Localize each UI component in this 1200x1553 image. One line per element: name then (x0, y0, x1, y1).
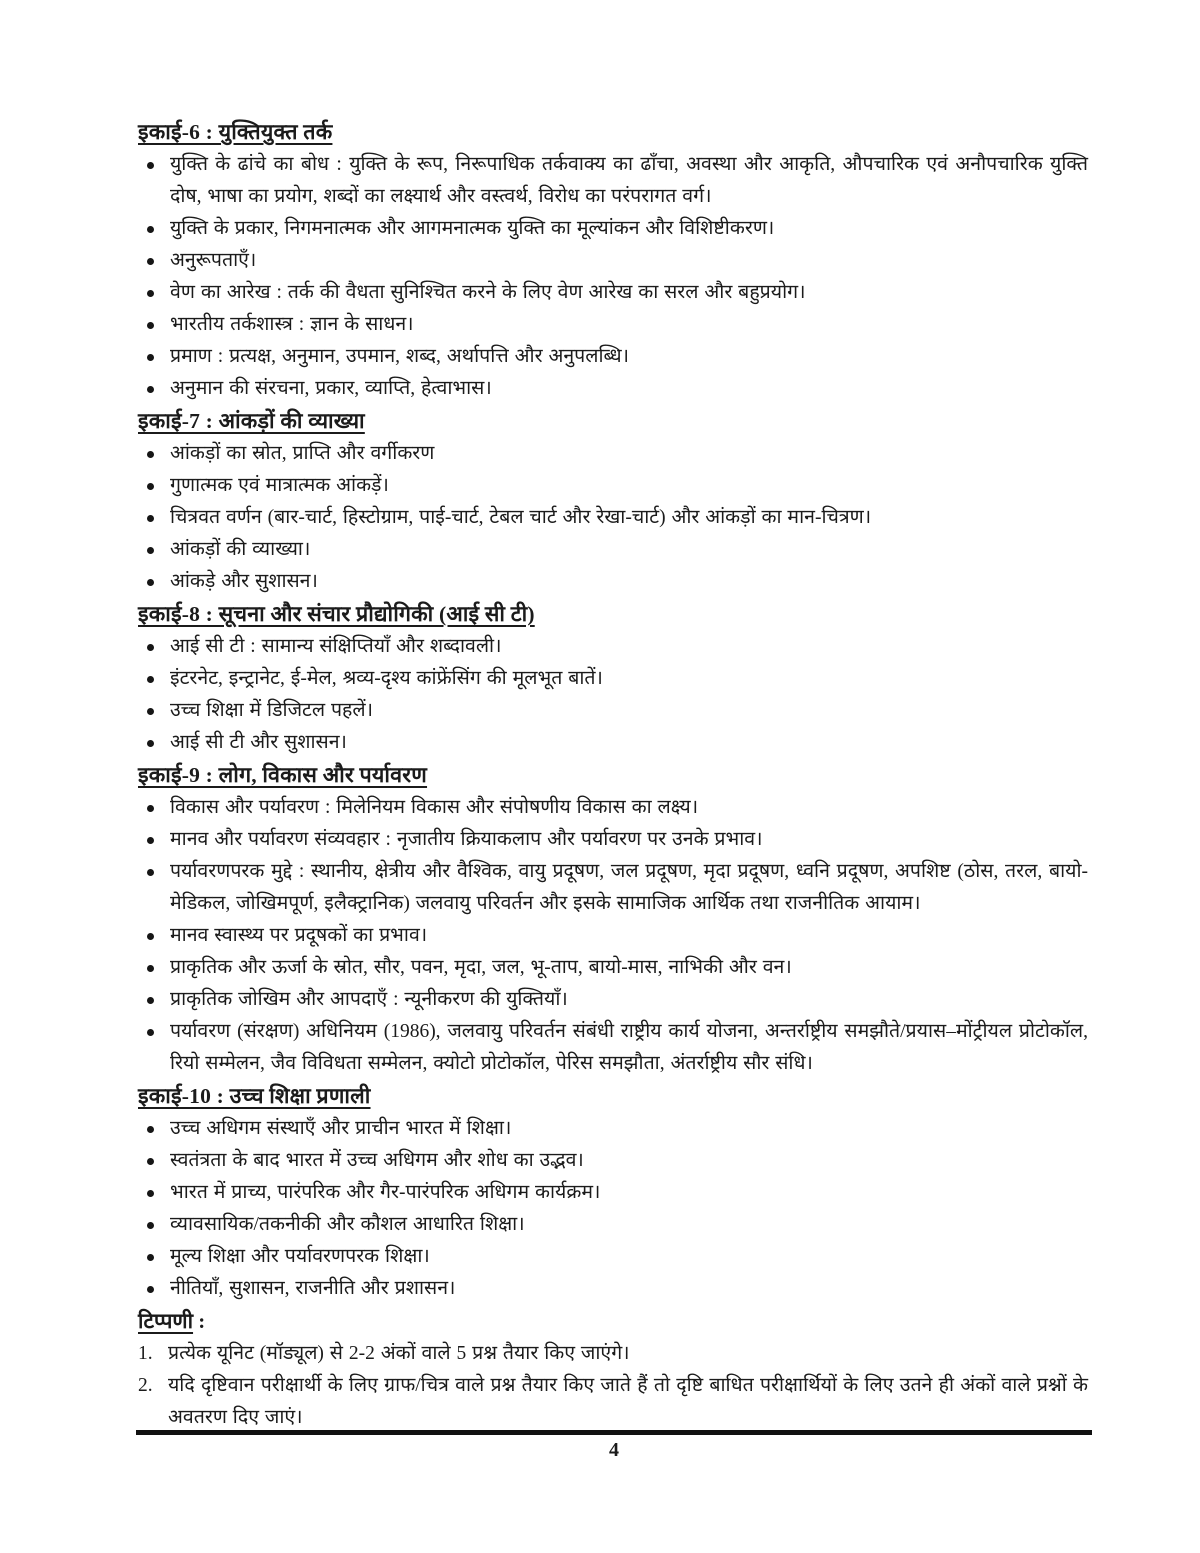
list-item (138, 695, 1088, 727)
note-item-text: यदि दृष्टिवान परीक्षार्थी के लिए ग्राफ/चित्र वाले प्रश्न तैयार किए जाते हैं तो दृष्टि बाधित परीक्षार्थियों के लिए उतने ही अंकों वाले प्रश्नों के अवतरण दिए जाएं। (168, 1375, 1088, 1428)
bullet-icon (147, 1029, 154, 1036)
bullet-icon (147, 354, 154, 361)
bullet-icon (147, 322, 154, 329)
syllabus-content (138, 116, 1088, 1434)
bullet-icon (147, 579, 154, 586)
bullet-icon (147, 869, 154, 876)
bullet-icon (147, 997, 154, 1004)
bullet-text: आंकड़ों की व्याख्या। (170, 539, 311, 560)
bullet-icon (147, 644, 154, 651)
bullet-icon (147, 226, 154, 233)
list-item (138, 920, 1088, 952)
bullet-text: अनुरूपताएँ। (170, 250, 257, 271)
bullet-icon (147, 1190, 154, 1197)
list-item (138, 438, 1088, 470)
list-item (138, 341, 1088, 373)
bullet-text: आंकड़ों का स्रोत, प्राप्ति और वर्गीकरण (170, 443, 435, 464)
bullet-icon (147, 1222, 154, 1229)
note-heading (138, 1305, 1088, 1338)
list-item (138, 1209, 1088, 1241)
bullet-text: व्यावसायिक/तकनीकी और कौशल आधारित शिक्षा। (170, 1214, 525, 1235)
bullet-icon (147, 676, 154, 683)
list-item (138, 1145, 1088, 1177)
note-item (138, 1370, 1088, 1434)
bullet-text: पर्यावरणपरक मुद्दे : स्थानीय, क्षेत्रीय और वैश्विक, वायु प्रदूषण, जल प्रदूषण, मृदा प्रदूषण, ध्वनि प्रदूषण, अपशिष्ट (ठोस, तरल, बायो-मेडिकल, जोखिमपूर्ण, इलैक्ट्रानिक) जलवायु परिवर्तन और इसके सामाजिक आर्थिक तथा राजनीतिक आयाम। (170, 861, 1088, 914)
list-item (138, 373, 1088, 405)
bullet-text: विकास और पर्यावरण : मिलेनियम विकास और संपोषणीय विकास का लक्ष्य। (170, 797, 699, 818)
bullet-text: पर्यावरण (संरक्षण) अधिनियम (1986), जलवायु परिवर्तन संबंधी राष्ट्रीय कार्य योजना, अन्तर्राष्ट्रीय समझौते/प्रयास–मोंट्रीयल प्रोटोकॉल, रियो सम्मेलन, जैव विविधता सम्मेलन, क्योटो प्रोटोकॉल, पेरिस समझौता, अंतर्राष्ट्रीय सौर संधि। (170, 1021, 1088, 1074)
bullet-icon (147, 805, 154, 812)
page-footer (136, 1430, 1092, 1462)
bullet-text: मूल्य शिक्षा और पर्यावरणपरक शिक्षा। (170, 1246, 430, 1267)
bullet-text: वेण का आरेख : तर्क की वैधता सुनिश्चित करने के लिए वेण आरेख का सरल और बहुप्रयोग। (170, 282, 806, 303)
units-list (138, 116, 1088, 1305)
bullet-text: आंकड़े और सुशासन। (170, 571, 318, 592)
bullet-icon (147, 1286, 154, 1293)
bullet-icon (147, 1126, 154, 1133)
list-item (138, 277, 1088, 309)
list-item (138, 792, 1088, 824)
note-heading-colon: : (193, 1309, 206, 1333)
bullet-text: आई सी टी और सुशासन। (170, 732, 347, 753)
bullet-text: इंटरनेट, इन्ट्रानेट, ई-मेल, श्रव्य-दृश्य कांफ्रेंसिंग की मूलभूत बातें। (170, 668, 603, 689)
bullet-icon (147, 547, 154, 554)
bullet-icon (147, 162, 154, 169)
bullet-text: गुणात्मक एवं मात्रात्मक आंकड़ें। (170, 475, 389, 496)
bullet-text: भारत में प्राच्य, पारंपरिक और गैर-पारंपरिक अधिगम कार्यक्रम। (170, 1182, 601, 1203)
bullet-text: नीतियाँ, सुशासन, राजनीति और प्रशासन। (170, 1278, 456, 1299)
list-item (138, 1177, 1088, 1209)
bullet-icon (147, 740, 154, 747)
bullet-icon (147, 386, 154, 393)
bullet-icon (147, 483, 154, 490)
bullet-text: मानव और पर्यावरण संव्यवहार : नृजातीय क्रियाकलाप और पर्यावरण पर उनके प्रभाव। (170, 829, 763, 850)
unit-heading: इकाई-7 : आंकड़ों की व्याख्या (138, 409, 365, 433)
bullet-icon (147, 837, 154, 844)
bullet-text: आई सी टी : सामान्य संक्षिप्तियाँ और शब्दावली। (170, 636, 502, 657)
list-item (138, 1113, 1088, 1145)
list-item (138, 631, 1088, 663)
note-section (138, 1305, 1088, 1434)
note-item (138, 1338, 1088, 1370)
note-item-number: 2. (138, 1375, 153, 1396)
bullet-text: प्राकृतिक जोखिम और आपदाएँ : न्यूनीकरण की युक्तियाँ। (170, 989, 568, 1010)
note-item-text: प्रत्येक यूनिट (मॉड्यूल) से 2-2 अंकों वाले 5 प्रश्न तैयार किए जाएंगे। (168, 1343, 630, 1364)
note-heading-text: टिप्पणी (138, 1309, 194, 1333)
bullet-icon (147, 933, 154, 940)
list-item (138, 534, 1088, 566)
list-item (138, 1241, 1088, 1273)
bullet-icon (147, 451, 154, 458)
bullet-icon (147, 965, 154, 972)
bullet-text: उच्च शिक्षा में डिजिटल पहलें। (170, 700, 374, 721)
note-items (138, 1338, 1088, 1434)
list-item (138, 245, 1088, 277)
list-item (138, 470, 1088, 502)
bullet-icon (147, 1254, 154, 1261)
unit-heading: इकाई-6 : युक्तियुक्त तर्क (138, 120, 333, 144)
footer-rule (136, 1430, 1092, 1435)
list-item (138, 309, 1088, 341)
page-number: 4 (609, 1439, 619, 1461)
list-item (138, 984, 1088, 1016)
list-item (138, 952, 1088, 984)
list-item (138, 1273, 1088, 1305)
bullet-text: अनुमान की संरचना, प्रकार, व्याप्ति, हेत्वाभास। (170, 378, 492, 399)
unit-heading: इकाई-10 : उच्च शिक्षा प्रणाली (138, 1084, 371, 1108)
bullet-icon (147, 1158, 154, 1165)
bullet-icon (147, 290, 154, 297)
bullet-text: प्रमाण : प्रत्यक्ष, अनुमान, उपमान, शब्द, अर्थापत्ति और अनुपलब्धि। (170, 346, 630, 367)
list-item (138, 856, 1088, 920)
bullet-icon (147, 708, 154, 715)
list-item (138, 727, 1088, 759)
bullet-text: युक्ति के प्रकार, निगमनात्मक और आगमनात्मक युक्ति का मूल्यांकन और विशिष्टीकरण। (170, 218, 775, 239)
list-item (138, 213, 1088, 245)
list-item (138, 149, 1088, 213)
bullet-text: युक्ति के ढांचे का बोध : युक्ति के रूप, निरूपाधिक तर्कवाक्य का ढाँचा, अवस्था और आकृति, औपचारिक एवं अनौपचारिक युक्ति दोष, भाषा का प्रयोग, शब्दों का लक्ष्यार्थ और वस्त्वर्थ, विरोध का परंपरागत वर्ग। (170, 154, 1088, 207)
bullet-text: चित्रवत वर्णन (बार-चार्ट, हिस्टोग्राम, पाई-चार्ट, टेबल चार्ट और रेखा-चार्ट) और आंकड़ों का मान-चित्रण। (170, 507, 872, 528)
list-item (138, 663, 1088, 695)
bullet-text: प्राकृतिक और ऊर्जा के स्रोत, सौर, पवन, मृदा, जल, भू-ताप, बायो-मास, नाभिकी और वन। (170, 957, 792, 978)
unit-heading: इकाई-9 : लोग, विकास और पर्यावरण (138, 763, 428, 787)
list-item (138, 502, 1088, 534)
bullet-text: मानव स्वास्थ्य पर प्रदूषकों का प्रभाव। (170, 925, 428, 946)
bullet-icon (147, 515, 154, 522)
note-item-number: 1. (138, 1343, 153, 1364)
bullet-text: उच्च अधिगम संस्थाएँ और प्राचीन भारत में शिक्षा। (170, 1118, 512, 1139)
unit-heading: इकाई-8 : सूचना और संचार प्रौद्योगिकी (आई सी टी) (138, 602, 535, 626)
bullet-text: भारतीय तर्कशास्त्र : ज्ञान के साधन। (170, 314, 414, 335)
list-item (138, 824, 1088, 856)
bullet-text: स्वतंत्रता के बाद भारत में उच्च अधिगम और शोध का उद्भव। (170, 1150, 584, 1171)
bullet-icon (147, 258, 154, 265)
list-item (138, 1016, 1088, 1080)
list-item (138, 566, 1088, 598)
